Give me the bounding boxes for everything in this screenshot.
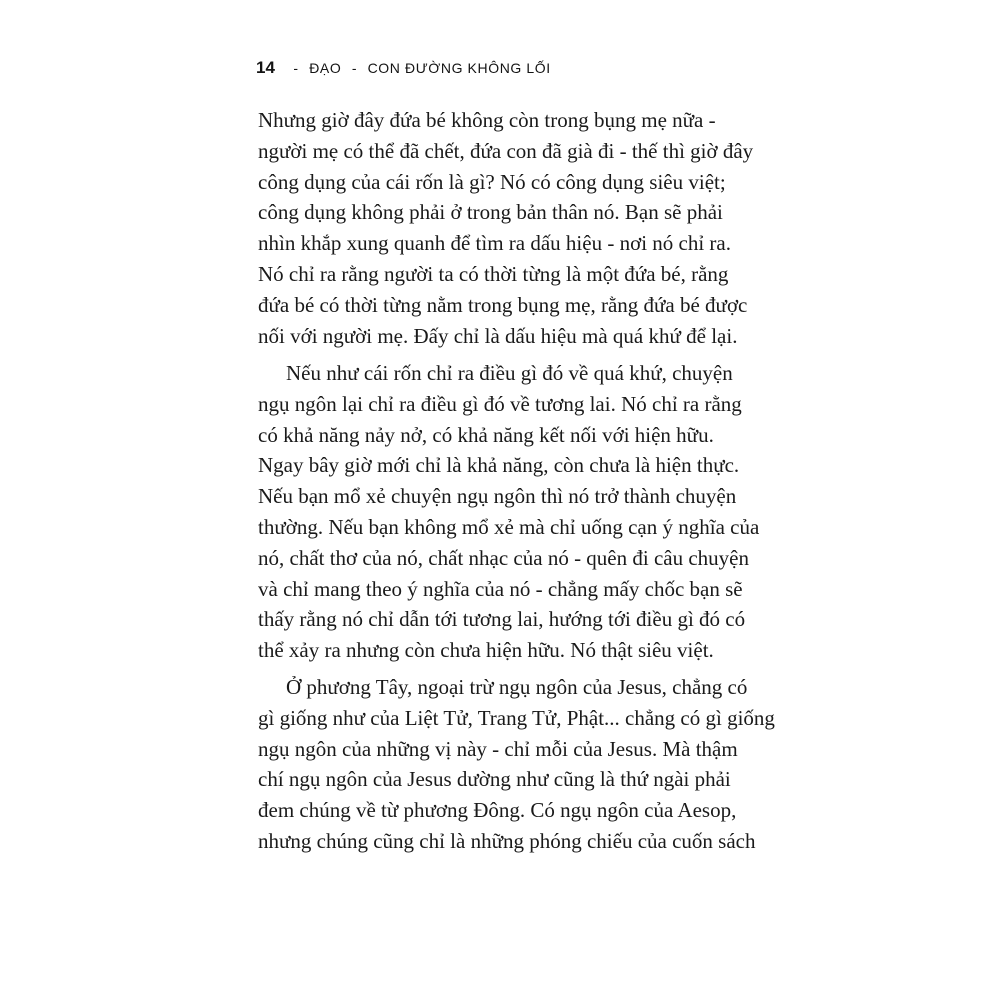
text-line: Nó chỉ ra rằng người ta có thời từng là một đứa bé, rằng (258, 261, 729, 286)
text-line: công dụng của cái rốn là gì? Nó có công dụng siêu việt; (258, 169, 726, 194)
text-line: Ở phương Tây, ngoại trừ ngụ ngôn của Jesus, chẳng có (286, 675, 748, 699)
text-line: ngụ ngôn lại chỉ ra điều gì đó về tương lai. Nó chỉ ra rằng (258, 391, 742, 416)
text-line: nhưng chúng cũng chỉ là những phóng chiếu của cuốn sách (258, 828, 756, 853)
text-line: công dụng không phải ở trong bản thân nó. Bạn sẽ phải (258, 200, 723, 225)
text-line: Nếu bạn mổ xẻ chuyện ngụ ngôn thì nó trở thành chuyện (258, 484, 737, 509)
text-line: thể xảy ra nhưng còn chưa hiện hữu. Nó thật siêu việt. (258, 638, 714, 663)
paragraph-2 (258, 358, 778, 666)
text-line: Ngay bây giờ mới chỉ là khả năng, còn chưa là hiện thực. (258, 453, 740, 478)
text-line: ngụ ngôn của những vị này - chỉ mỗi của Jesus. Mà thậm (258, 736, 738, 761)
page-number: 14 (256, 58, 275, 77)
text-line: nó, chất thơ của nó, chất nhạc của nó - quên đi câu chuyện (258, 545, 749, 570)
running-header (256, 58, 551, 78)
text-line: và chỉ mang theo ý nghĩa của nó - chẳng mấy chốc bạn sẽ (258, 576, 743, 601)
header-separator: - (293, 60, 299, 76)
book-title: ĐẠO (309, 60, 342, 76)
text-line: Nhưng giờ đây đứa bé không còn trong bụng mẹ nữa - (258, 108, 716, 132)
chapter-title: CON ĐƯỜNG KHÔNG LỐI (367, 60, 551, 76)
text-line: đứa bé có thời từng nằm trong bụng mẹ, rằng đứa bé được (258, 292, 748, 317)
text-line: Nếu như cái rốn chỉ ra điều gì đó về quá khứ, chuyện (286, 361, 733, 385)
text-line: người mẹ có thể đã chết, đứa con đã già đi - thế thì giờ đây (258, 138, 754, 163)
paragraph-3 (258, 672, 778, 857)
paragraph-1 (258, 105, 778, 351)
text-line: thấy rằng nó chỉ dẫn tới tương lai, hướng tới điều gì đó có (258, 607, 746, 632)
text-line: nhìn khắp xung quanh để tìm ra dấu hiệu - nơi nó chỉ ra. (258, 231, 731, 256)
text-line: thường. Nếu bạn không mổ xẻ mà chỉ uống cạn ý nghĩa của (258, 514, 760, 539)
text-line: chí ngụ ngôn của Jesus dường như cũng là thứ ngài phải (258, 767, 731, 792)
text-line: có khả năng nảy nở, có khả năng kết nối với hiện hữu. (258, 422, 714, 447)
text-line: đem chúng về từ phương Đông. Có ngụ ngôn của Aesop, (258, 798, 737, 823)
text-line: nối với người mẹ. Đấy chỉ là dấu hiệu mà quá khứ để lại. (258, 323, 738, 348)
text-line: gì giống như của Liệt Tử, Trang Tử, Phật... chẳng có gì giống (258, 705, 775, 730)
header-separator: - (351, 60, 358, 76)
